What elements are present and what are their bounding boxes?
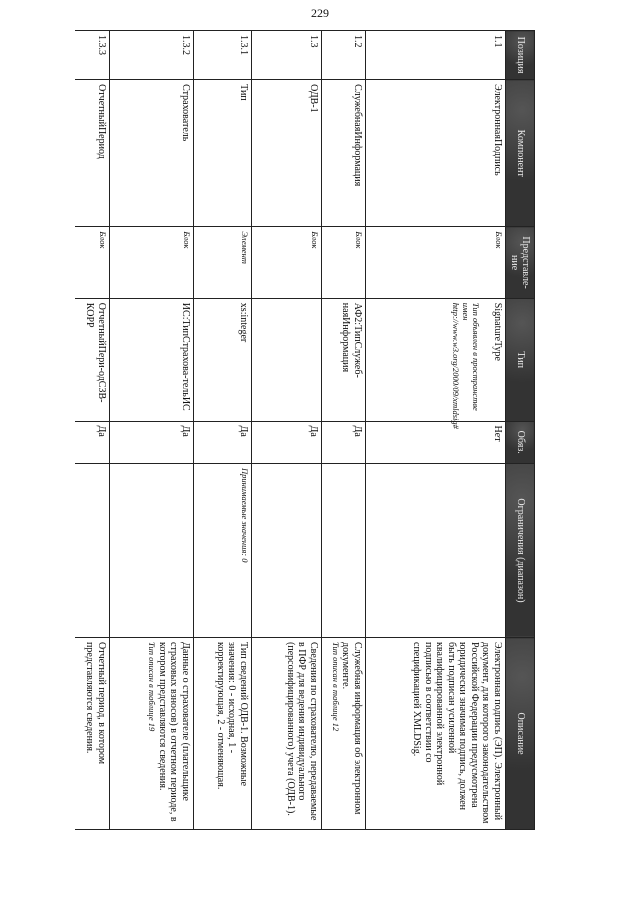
- cell-representation: Блок: [252, 227, 322, 298]
- schema-table: [75, 30, 535, 830]
- header-representation: Представле-ние: [506, 227, 535, 298]
- cell-component: Тип: [194, 80, 252, 227]
- cell-component: ОтчетныйПериод: [75, 80, 110, 227]
- type-note: Тип объявлен в пространстве имен http://www.w3.org/2000/09/xmldsig#: [451, 302, 481, 429]
- cell-type: АФ2:ТипСлужеб-наяИнформация: [322, 298, 366, 421]
- cell-required: Да: [194, 421, 252, 463]
- cell-limitations: [252, 463, 322, 637]
- cell-component: Страхователь: [110, 80, 194, 227]
- cell-description: Отчетный период, в котором представляются сведения.: [75, 638, 110, 830]
- cell-component: ЭлектроннаяПодпись: [366, 80, 506, 227]
- table-row: [322, 31, 366, 830]
- cell-required: Да: [252, 421, 322, 463]
- cell-position: 1.3.3: [75, 31, 110, 80]
- cell-limitations: [322, 463, 366, 637]
- cell-description: Тип сведений ОДВ-1. Возможные значения: 0 - исходная, 1 - корректирующая, 2 - отменяющая.: [194, 638, 252, 830]
- header-type: Тип: [506, 298, 535, 421]
- cell-position: 1.3: [252, 31, 322, 80]
- table-row: [194, 31, 252, 830]
- cell-position: 1.3.2: [110, 31, 194, 80]
- cell-required: Да: [110, 421, 194, 463]
- cell-required: Да: [75, 421, 110, 463]
- cell-type: [366, 298, 506, 429]
- cell-type: ОтчетныйПери-одСЗВ-КОРР: [75, 298, 110, 421]
- cell-representation: Элемент: [194, 227, 252, 298]
- page-number: 229: [311, 6, 329, 20]
- cell-description: [322, 638, 366, 830]
- cell-limitations: [366, 463, 506, 637]
- cell-component: СлужебнаяИнформация: [322, 80, 366, 227]
- cell-type: [252, 298, 322, 421]
- cell-position: 1.2: [322, 31, 366, 80]
- table-row: [75, 31, 110, 830]
- cell-type: ИС:ТипСтрахова-тельИС: [110, 298, 194, 421]
- header-component: Компонент: [506, 80, 535, 227]
- cell-description: Сведения по страхователю, передаваемые в ПФР для ведения индивидуального (персонифицированного) учета (ОДВ-1).: [252, 638, 322, 830]
- table-header-row: [506, 31, 535, 830]
- rotated-table-container: [75, 30, 535, 830]
- table-row: [252, 31, 322, 830]
- type-value: SignatureType: [492, 302, 503, 361]
- header-required: Обяз.: [506, 421, 535, 463]
- cell-description: [110, 638, 194, 830]
- cell-component: ОДВ-1: [252, 80, 322, 227]
- description-text: Данные о страхователе (плательщике страховых взносов) в отчетном периоде, в котором представляются сведения.: [157, 642, 191, 822]
- cell-required: Да: [322, 421, 366, 463]
- header-limitations: Ограничения (диапазон): [506, 463, 535, 637]
- header-position: Позиция: [506, 31, 535, 80]
- header-description: Описание: [506, 638, 535, 830]
- cell-position: 1.3.1: [194, 31, 252, 80]
- cell-description: Электронная подпись (ЭП). Электронный документ, для которого законодательством Российской Федерации предусмотрена юридически значимая подпись, должен быть подписан усиленной квалифицированной электронной подписью в соответствии со спецификацией XMLDSig.: [366, 638, 506, 830]
- cell-representation: Блок: [110, 227, 194, 298]
- table-row: [366, 31, 506, 830]
- cell-representation: Блок: [75, 227, 110, 298]
- cell-position: 1.1: [366, 31, 506, 80]
- cell-limitations: Принимаемые значения: 0: [194, 463, 252, 637]
- description-text: Служебная информация об электронном документе.: [340, 642, 363, 815]
- cell-type: xs:integer: [194, 298, 252, 421]
- table-row: [110, 31, 194, 830]
- description-note: Тип описан в таблице 12: [331, 642, 341, 732]
- cell-representation: Блок: [322, 227, 366, 298]
- cell-representation: Блок: [366, 227, 506, 298]
- description-note: Тип описан в таблице 19: [147, 642, 158, 732]
- cell-required: Нет: [366, 421, 506, 463]
- cell-limitations: [110, 463, 194, 637]
- cell-limitations: [75, 463, 110, 637]
- table-wrapper: [75, 30, 535, 830]
